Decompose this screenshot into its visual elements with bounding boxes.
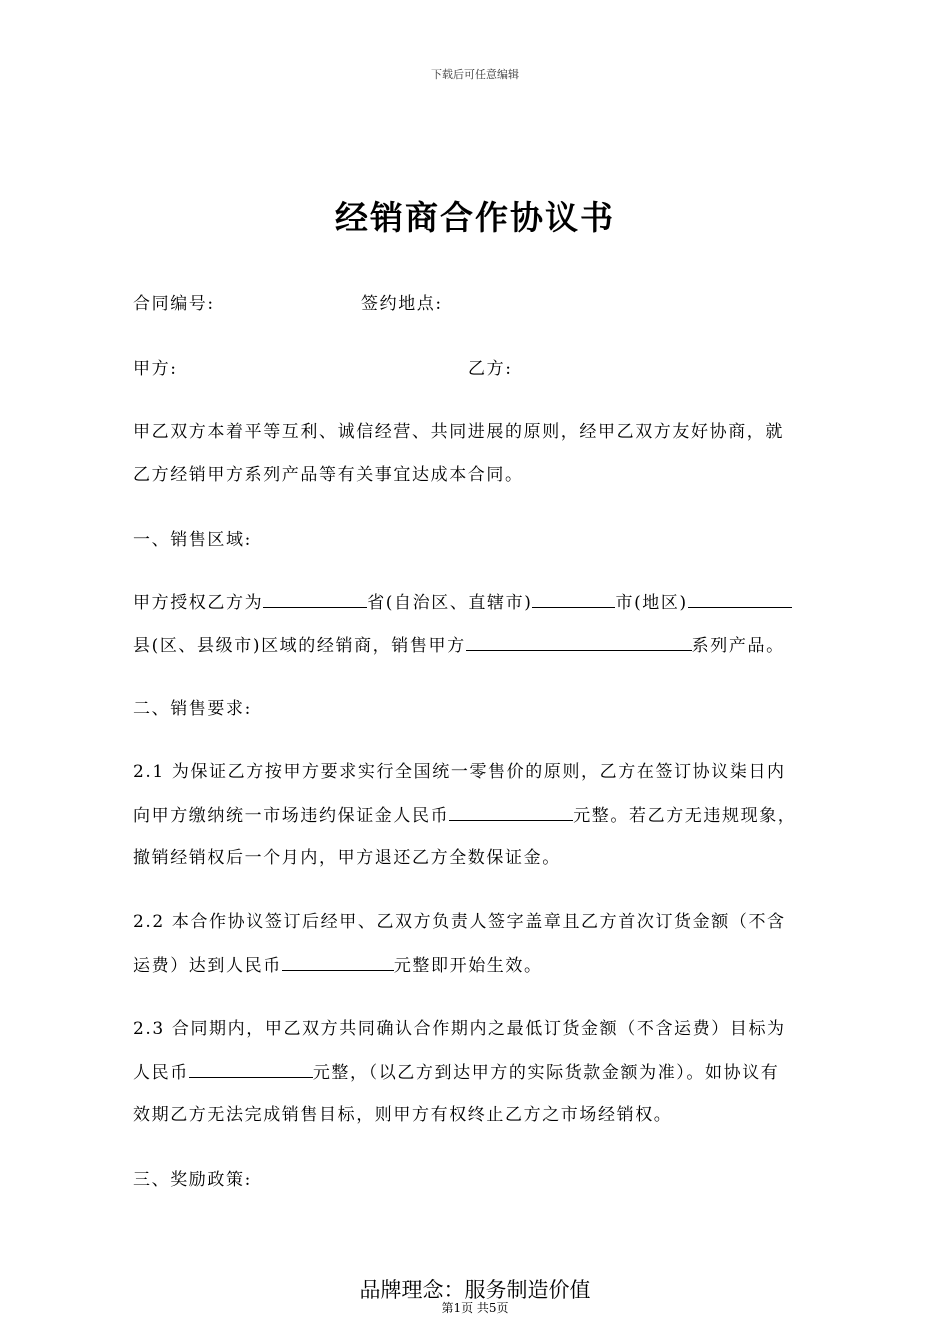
minimum-order-amount-blank (189, 1060, 313, 1078)
first-order-amount-blank (282, 953, 394, 971)
section-1-heading: 一、销售区域: (133, 530, 252, 550)
clause-2-3-line-1: 2.3 合同期内，甲乙双方共同确认合作期内之最低订货金额（不含运费）目标为 (133, 1019, 786, 1039)
city-blank (532, 590, 615, 608)
region-line-1 (133, 590, 792, 615)
party-b-label: 乙方: (468, 359, 513, 379)
product-series-blank (466, 633, 692, 651)
intro-line-2: 乙方经销甲方系列产品等有关事宜达成本合同。 (133, 465, 524, 485)
region-text-5: 系列产品。 (691, 636, 785, 656)
county-blank (688, 590, 792, 608)
clause-2-2-text-a: 运费）达到人民币 (133, 956, 282, 976)
sign-place-label: 签约地点: (361, 294, 443, 314)
clause-2-1-text-b: 元整。若乙方无违规现象， (573, 806, 797, 826)
contract-no-label: 合同编号: (133, 294, 215, 314)
section-3-heading: 三、奖励政策: (133, 1170, 252, 1190)
clause-2-1-text-a: 向甲方缴纳统一市场违约保证金人民币 (133, 806, 450, 826)
clause-2-2-line-1: 2.2 本合作协议签订后经甲、乙双方负责人签字盖章且乙方首次订货金额（不含 (133, 912, 786, 932)
page-indicator: 第1页 共5页 (441, 1301, 509, 1315)
province-blank (263, 590, 367, 608)
region-line-2 (133, 633, 785, 658)
region-text-4: 县(区、县级市)区域的经销商，销售甲方 (133, 636, 466, 656)
clause-2-3-line-3: 效期乙方无法完成销售目标，则甲方有权终止乙方之市场经销权。 (133, 1105, 673, 1125)
parties-row (133, 357, 513, 381)
intro-line-1: 甲乙双方本着平等互利、诚信经营、共同进展的原则，经甲乙双方友好协商，就 (133, 422, 784, 442)
footer-slogan: 品牌理念：服务制造价值 (359, 1278, 591, 1302)
section-2-heading: 二、销售要求: (133, 699, 252, 719)
clause-2-1-line-1: 2.1 为保证乙方按甲方要求实行全国统一零售价的原则，乙方在签订协议柒日内 (133, 762, 786, 782)
region-text-3: 市(地区) (615, 593, 688, 613)
party-a-label: 甲方: (133, 359, 178, 379)
region-text-1: 甲方授权乙方为 (133, 593, 264, 613)
clause-2-2-text-b: 元整即开始生效。 (393, 956, 543, 976)
clause-2-1-line-3: 撤销经销权后一个月内，甲方退还乙方全数保证金。 (133, 848, 561, 868)
header-note: 下载后可任意编辑 (431, 68, 519, 81)
contract-info-row (133, 292, 443, 316)
clause-2-3-text-a: 人民币 (133, 1063, 189, 1083)
region-text-2: 省(自治区、直辖市) (367, 593, 533, 613)
deposit-amount-blank (449, 803, 573, 821)
document-title: 经销商合作协议书 (335, 198, 615, 237)
clause-2-3-text-b: 元整，（以乙方到达甲方的实际货款金额为准）。如协议有 (312, 1063, 780, 1083)
clause-2-1-line-2 (133, 803, 796, 828)
clause-2-2-line-2 (133, 953, 543, 978)
clause-2-3-line-2 (133, 1060, 779, 1085)
